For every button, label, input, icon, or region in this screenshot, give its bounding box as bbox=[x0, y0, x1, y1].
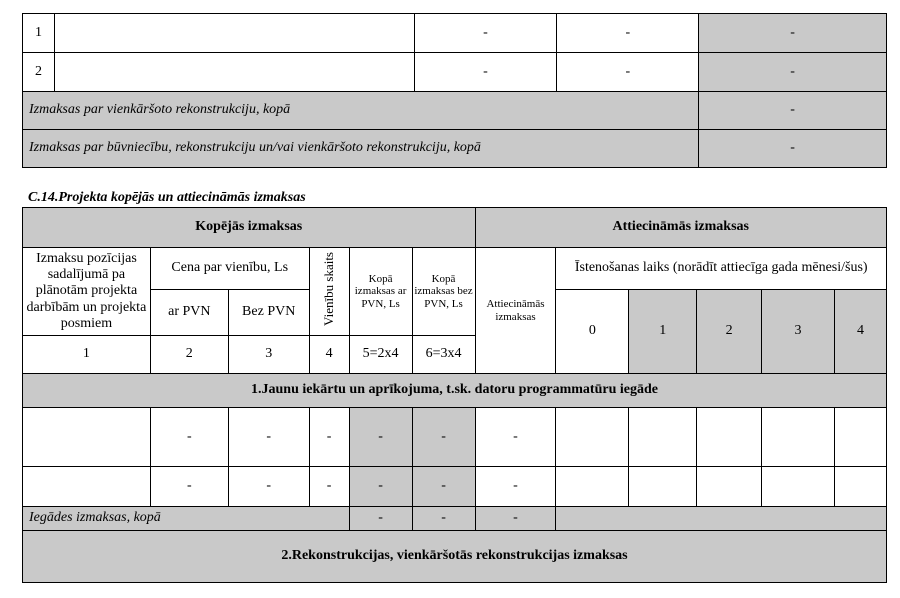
col-number: 4 bbox=[309, 336, 349, 374]
col-position: Izmaksu pozīcijas sadalījumā pa plānotām projekta darbībām un projekta posmiem bbox=[23, 248, 151, 336]
section-row bbox=[23, 374, 887, 408]
col-total-without-vat: Kopā izmaksas bez PVN, Ls bbox=[412, 248, 475, 336]
timeline-period: 2 bbox=[697, 290, 762, 374]
cell-period[interactable] bbox=[834, 408, 886, 467]
col-number: 3 bbox=[228, 336, 309, 374]
subtotal-label: Izmaksas par vienkāršoto rekonstrukciju, kopā bbox=[23, 92, 699, 130]
header-row bbox=[23, 248, 887, 290]
cell-value[interactable]: - bbox=[150, 467, 228, 507]
table-row bbox=[23, 467, 887, 507]
cell-period[interactable] bbox=[629, 408, 697, 467]
subtotal-row bbox=[23, 92, 887, 130]
cell-value: - bbox=[412, 408, 475, 467]
cell-period[interactable] bbox=[834, 467, 886, 507]
section-row bbox=[23, 531, 887, 583]
cell-value[interactable]: - bbox=[309, 408, 349, 467]
col-total-with-vat: Kopā izmaksas ar PVN, Ls bbox=[349, 248, 412, 336]
col-timeline: Īstenošanas laiks (norādīt attiecīga gada mēnesi/šus) bbox=[556, 248, 887, 290]
cell-period[interactable] bbox=[697, 408, 762, 467]
cell-value[interactable]: - bbox=[228, 408, 309, 467]
col-with-vat: ar PVN bbox=[150, 290, 228, 336]
cell-period[interactable] bbox=[762, 467, 835, 507]
reconstruction-cost-table bbox=[22, 13, 887, 168]
timeline-period: 1 bbox=[629, 290, 697, 374]
cell-period[interactable] bbox=[556, 408, 629, 467]
total-value: - bbox=[699, 130, 887, 168]
cell-value[interactable]: - bbox=[557, 53, 699, 92]
cell-value: - bbox=[349, 408, 412, 467]
subtotal-value: - bbox=[475, 507, 556, 531]
col-unit-price: Cena par vienību, Ls bbox=[150, 248, 309, 290]
table-row bbox=[23, 14, 887, 53]
col-number: 1 bbox=[23, 336, 151, 374]
table-row bbox=[23, 408, 887, 467]
subtotal-label: Iegādes izmaksas, kopā bbox=[23, 507, 350, 531]
col-without-vat: Bez PVN bbox=[228, 290, 309, 336]
cell-value[interactable]: - bbox=[309, 467, 349, 507]
cell-period[interactable] bbox=[629, 467, 697, 507]
cell-value[interactable]: - bbox=[228, 467, 309, 507]
cell-value[interactable]: - bbox=[414, 53, 557, 92]
section1-title: 1.Jaunu iekārtu un aprīkojuma, t.sk. datoru programmatūru iegāde bbox=[23, 374, 887, 408]
total-label: Izmaksas par būvniecību, rekonstrukciju un/vai vienkāršoto rekonstrukciju, kopā bbox=[23, 130, 699, 168]
section-caption: C.14.Projekta kopējās un attiecināmās izmaksas bbox=[28, 190, 306, 205]
timeline-period: 0 bbox=[556, 290, 629, 374]
section2-title: 2.Rekonstrukcijas, vienkāršotās rekonstrukcijas izmaksas bbox=[23, 531, 887, 583]
row-number: 2 bbox=[23, 53, 55, 92]
cell-value[interactable]: - bbox=[475, 467, 556, 507]
col-units bbox=[309, 248, 349, 336]
header-row bbox=[23, 208, 887, 248]
cell-period[interactable] bbox=[762, 408, 835, 467]
table-row bbox=[23, 53, 887, 92]
cell-value[interactable]: - bbox=[557, 14, 699, 53]
subtotal-value: - bbox=[699, 92, 887, 130]
cell-value: - bbox=[699, 14, 887, 53]
cell-position[interactable] bbox=[23, 408, 151, 467]
cell-position[interactable] bbox=[23, 467, 151, 507]
col-eligible: Attiecināmās izmaksas bbox=[475, 248, 556, 374]
col-units-label: Vienību skaits bbox=[320, 251, 336, 326]
col-number: 5=2x4 bbox=[349, 336, 412, 374]
subtotal-row bbox=[23, 507, 887, 531]
timeline-period: 4 bbox=[834, 290, 886, 374]
project-cost-table bbox=[22, 207, 887, 583]
cell-value[interactable]: - bbox=[150, 408, 228, 467]
cell-period[interactable] bbox=[697, 467, 762, 507]
row-description[interactable] bbox=[54, 14, 414, 53]
subtotal-blank bbox=[556, 507, 887, 531]
cell-value: - bbox=[412, 467, 475, 507]
cell-value: - bbox=[349, 467, 412, 507]
cell-value: - bbox=[699, 53, 887, 92]
eligible-costs-header: Attiecināmās izmaksas bbox=[475, 208, 887, 248]
row-description[interactable] bbox=[54, 53, 414, 92]
cell-value[interactable]: - bbox=[475, 408, 556, 467]
subtotal-value: - bbox=[412, 507, 475, 531]
cell-period[interactable] bbox=[556, 467, 629, 507]
total-costs-header: Kopējās izmaksas bbox=[23, 208, 476, 248]
col-number: 6=3x4 bbox=[412, 336, 475, 374]
cell-value[interactable]: - bbox=[414, 14, 557, 53]
timeline-period: 3 bbox=[762, 290, 835, 374]
col-number: 2 bbox=[150, 336, 228, 374]
subtotal-value: - bbox=[349, 507, 412, 531]
total-row bbox=[23, 130, 887, 168]
row-number: 1 bbox=[23, 14, 55, 53]
